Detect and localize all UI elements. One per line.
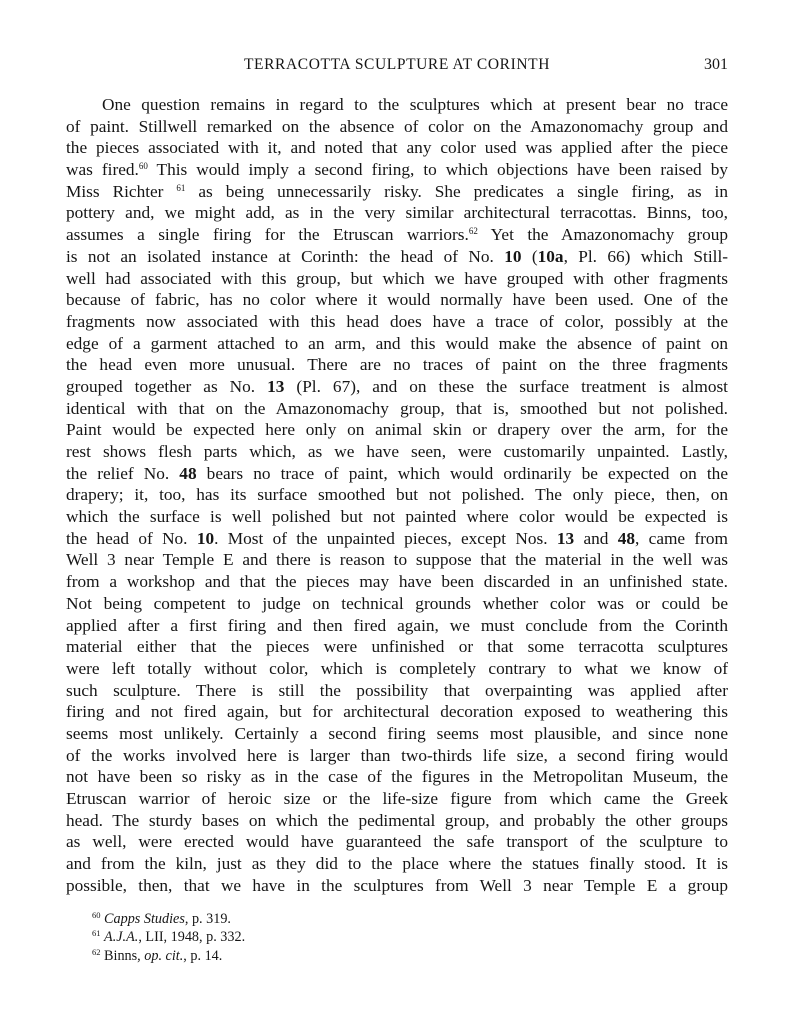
footnote-author: Binns, <box>104 947 145 964</box>
footnote-text: , p. 319. <box>184 911 231 927</box>
footnote-text: , p. 14. <box>183 947 223 964</box>
catalogue-number: 48 <box>617 528 636 548</box>
text-line: from a workshop and that the pieces may have been discarded in an unfinished state. <box>66 572 728 592</box>
text-line: of the works involved here is larger than two-thirds life size, a second firing would <box>66 745 728 765</box>
text-segment: grouped together as No. <box>66 376 268 396</box>
text-line: well had associated with this group, but which we have grouped with other fragments <box>66 268 728 288</box>
text-line: as well, were erected would have guaranteed the safe transport of the sculpture to <box>66 832 728 852</box>
footnote-62 <box>92 947 692 965</box>
page-number: 301 <box>704 56 728 73</box>
text-segment: (Pl. 67), and on these the surface treatment is almost <box>284 376 728 396</box>
text-line: seems most unlikely. Certainly a second firing seems most plausible, and since none <box>66 723 728 743</box>
text-segment: and <box>574 528 618 548</box>
text-segment: . Most of the unpainted pieces, except Nos. <box>214 528 557 548</box>
text-line: possible, then, that we have in the sculptures from Well 3 near Temple E a group <box>66 875 728 895</box>
text-line: which the surface is well polished but not painted where color would be expected is <box>66 507 728 527</box>
text-line: not have been so risky as in the case of the figures in the Metropolitan Museum, the <box>66 767 728 787</box>
text-line: of paint. Stillwell remarked on the absence of color on the Amazonomachy group and <box>66 116 728 136</box>
catalogue-number: 10a <box>537 246 564 266</box>
text-segment: assumes a single firing for the Etruscan warriors. <box>66 225 469 245</box>
text-segment: ( <box>521 246 538 266</box>
text-line <box>66 159 728 181</box>
footnote-number: 62 <box>92 946 101 957</box>
footnote-ref-60: 60 <box>138 161 148 172</box>
text-line: fragments now associated with this head does have a trace of color, possibly at the <box>66 311 728 331</box>
text-line: One question remains in regard to the sculptures which at present bear no trace <box>102 95 728 114</box>
footnote-60 <box>92 910 692 928</box>
text-line: the head even more unusual. There are no traces of paint on the three fragments <box>66 355 728 375</box>
text-line: Not being competent to judge on technical grounds whether color was or could be <box>66 593 728 613</box>
text-line <box>66 224 728 246</box>
text-line: Paint would be expected here only on animal skin or drapery over the arm, for the <box>66 420 728 440</box>
footnote-title: op. cit. <box>144 947 184 964</box>
catalogue-number: 10 <box>196 528 215 548</box>
text-line: were left totally without color, which is completely contrary to what we know of <box>66 658 728 678</box>
text-segment: bears no trace of paint, which would ordinarily be expected on the <box>196 463 728 483</box>
footnote-number: 61 <box>92 928 101 939</box>
text-segment: was fired. <box>66 160 139 180</box>
text-segment: the relief No. <box>66 463 180 483</box>
text-line: firing and not fired again, but for architectural decoration exposed to weathering this <box>66 702 728 722</box>
footnote-ref-62: 62 <box>468 226 478 237</box>
text-line <box>66 246 728 268</box>
text-segment: , Pl. 66) which Still- <box>563 246 729 266</box>
text-line <box>66 181 728 203</box>
text-segment: , came from <box>635 528 729 548</box>
text-segment: as being unnecessarily risky. She predicates a single firing, as in <box>185 181 729 201</box>
text-line: Etruscan warrior of heroic size or the life-size figure from which came the Greek <box>66 789 728 808</box>
text-line: and from the kiln, just as they did to the place where the statues finally stood. It is <box>66 854 728 874</box>
text-line: Well 3 near Temple E and there is reason to suppose that the material in the well was <box>66 550 728 570</box>
footnote-ref-61: 61 <box>176 182 186 193</box>
text-line: drapery; it, too, has its surface smoothed but not polished. The only piece, then, on <box>66 485 728 505</box>
running-head <box>66 56 728 80</box>
text-line: rest shows flesh parts which, as we have seen, were customarily unpainted. Lastly, <box>66 442 728 461</box>
text-line <box>66 463 728 485</box>
text-line: applied after a first firing and then fired again, we must conclude from the Corinth <box>66 615 728 635</box>
text-line: material either that the pieces were unfinished or that some terracotta sculptures <box>66 637 728 657</box>
text-line: because of fabric, has no color where it would normally have been used. One of the <box>66 290 728 310</box>
text-line: head. The sturdy bases on which the pedimental group, and probably the other groups <box>66 810 728 830</box>
running-title: TERRACOTTA SCULPTURE AT CORINTH <box>243 56 550 73</box>
text-segment: This would imply a second firing, to which objections have been raised by <box>147 160 728 180</box>
text-segment: Yet the Amazonomachy group <box>477 225 728 245</box>
text-line: pottery and, we might add, as in the very similar architectural terracottas. Binns, too, <box>66 203 728 223</box>
text-segment: Miss Richter <box>66 181 177 201</box>
body-paragraph <box>66 94 728 896</box>
text-segment: the head of No. <box>66 528 197 548</box>
catalogue-number: 48 <box>179 463 197 483</box>
text-line: edge of a garment attached to an arm, and this would make the absence of paint on <box>66 333 728 353</box>
text-line <box>66 376 728 398</box>
text-line: identical with that on the Amazonomachy group, that is, smoothed but not polished. <box>66 398 728 418</box>
text-line: such sculpture. There is still the possibility that overpainting was applied after <box>66 680 728 700</box>
text-line <box>66 528 728 550</box>
catalogue-number: 13 <box>556 528 575 548</box>
footnotes <box>92 910 692 965</box>
text-segment: is not an isolated instance at Corinth: the head of No. <box>66 246 505 266</box>
text-line: the pieces associated with it, and noted that any color used was applied after the piece <box>66 138 728 158</box>
footnote-title: A.J.A. <box>104 929 139 946</box>
footnote-title: Capps Studies <box>104 911 185 927</box>
footnote-61 <box>92 928 692 946</box>
footnote-number: 60 <box>92 910 101 920</box>
catalogue-number: 10 <box>504 246 522 266</box>
footnote-text: , LII, 1948, p. 332. <box>138 929 246 946</box>
catalogue-number: 13 <box>267 376 285 396</box>
